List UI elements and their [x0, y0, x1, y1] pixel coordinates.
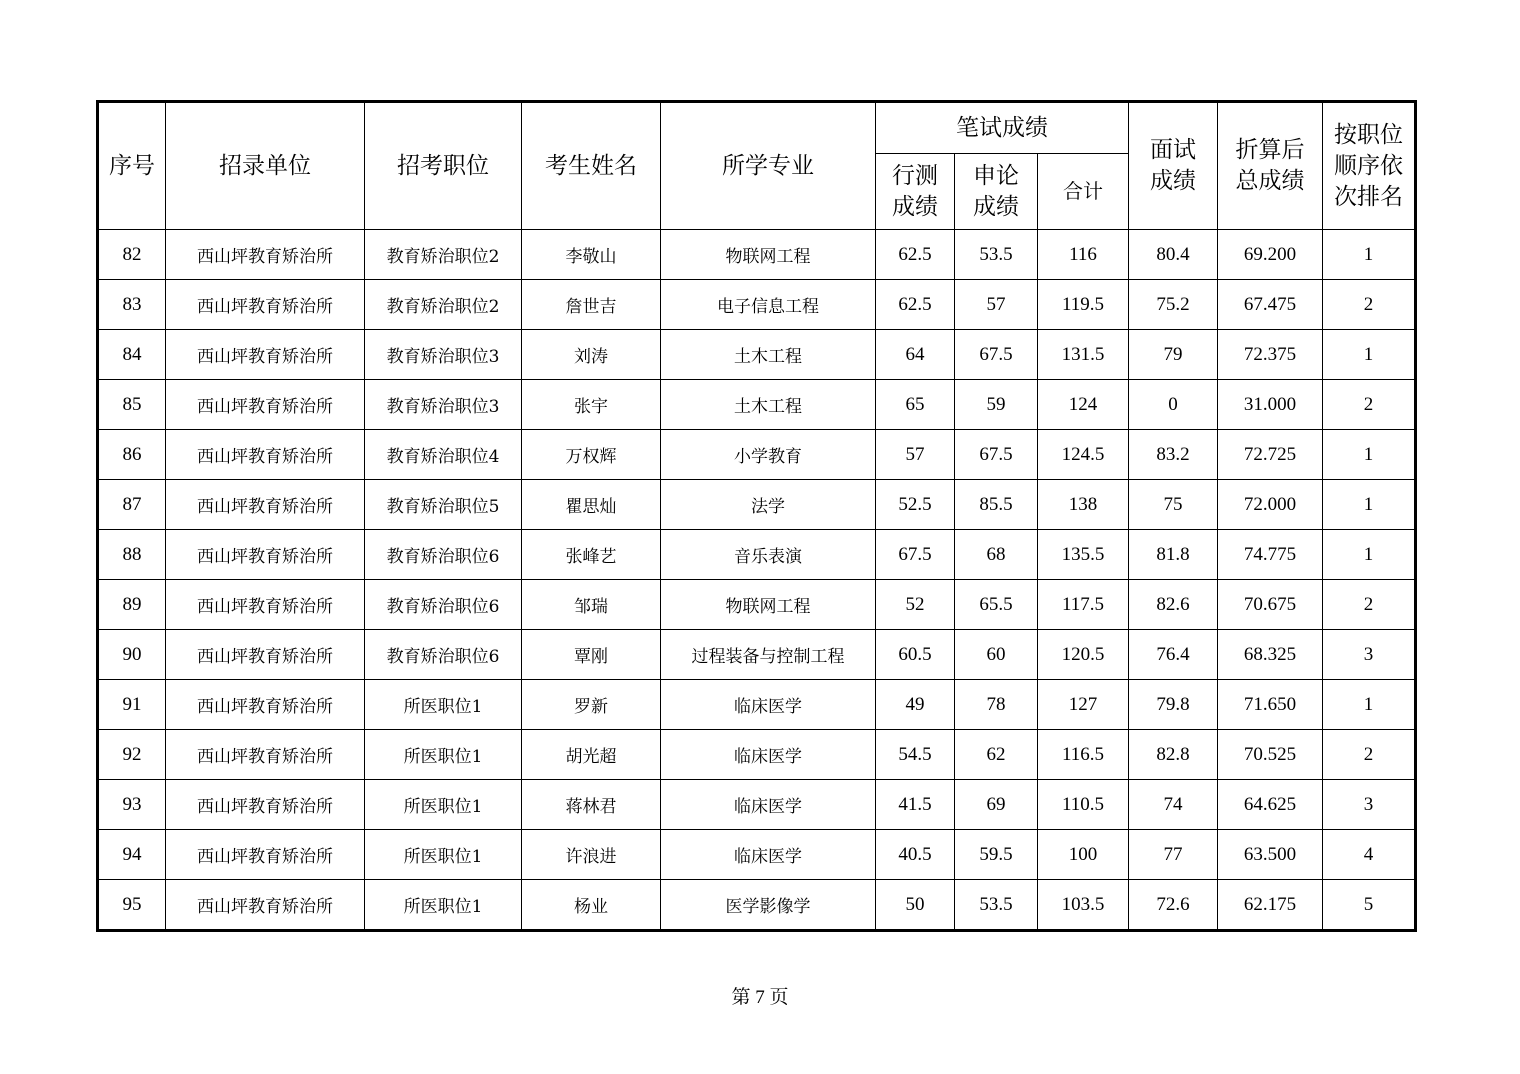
page-number: 7	[755, 987, 765, 1008]
cell-major: 医学影像学	[661, 880, 876, 931]
cell-xingce: 40.5	[876, 830, 955, 880]
cell-rank: 1	[1323, 680, 1416, 730]
cell-rank: 2	[1323, 280, 1416, 330]
cell-subtotal: 124.5	[1038, 430, 1129, 480]
cell-name: 刘涛	[522, 330, 661, 380]
cell-subtotal: 135.5	[1038, 530, 1129, 580]
cell-major: 法学	[661, 480, 876, 530]
cell-subtotal: 116	[1038, 230, 1129, 280]
cell-shenlun: 59.5	[955, 830, 1038, 880]
header-unit: 招录单位	[166, 102, 365, 230]
cell-name: 詹世吉	[522, 280, 661, 330]
cell-name: 邹瑞	[522, 580, 661, 630]
cell-subtotal: 116.5	[1038, 730, 1129, 780]
table-row	[98, 880, 1416, 931]
cell-unit: 西山坪教育矫治所	[166, 280, 365, 330]
cell-xingce: 62.5	[876, 230, 955, 280]
cell-rank: 2	[1323, 730, 1416, 780]
header-interview-line1: 面试	[1150, 137, 1196, 163]
cell-rank: 2	[1323, 580, 1416, 630]
cell-major: 音乐表演	[661, 530, 876, 580]
header-total	[1218, 102, 1323, 230]
cell-unit: 西山坪教育矫治所	[166, 480, 365, 530]
cell-major: 过程装备与控制工程	[661, 630, 876, 680]
cell-unit: 西山坪教育矫治所	[166, 230, 365, 280]
cell-xingce: 49	[876, 680, 955, 730]
cell-major: 临床医学	[661, 830, 876, 880]
header-rank-line1: 按职位	[1334, 121, 1403, 148]
cell-seq: 91	[98, 680, 166, 730]
cell-rank: 1	[1323, 480, 1416, 530]
table-row	[98, 280, 1416, 330]
header-xingce	[876, 154, 955, 230]
cell-interview: 82.6	[1129, 580, 1218, 630]
page-prefix: 第	[731, 987, 751, 1008]
cell-seq: 90	[98, 630, 166, 680]
table-row	[98, 530, 1416, 580]
cell-xingce: 65	[876, 380, 955, 430]
cell-xingce: 52.5	[876, 480, 955, 530]
cell-major: 电子信息工程	[661, 280, 876, 330]
cell-interview: 0	[1129, 380, 1218, 430]
cell-total: 70.525	[1218, 730, 1323, 780]
header-position: 招考职位	[365, 102, 522, 230]
cell-rank: 5	[1323, 880, 1416, 931]
cell-seq: 87	[98, 480, 166, 530]
header-rank	[1323, 102, 1416, 230]
table-row	[98, 730, 1416, 780]
cell-name: 罗新	[522, 680, 661, 730]
cell-shenlun: 67.5	[955, 330, 1038, 380]
cell-position: 所医职位1	[365, 730, 522, 780]
cell-xingce: 52	[876, 580, 955, 630]
cell-seq: 82	[98, 230, 166, 280]
cell-total: 69.200	[1218, 230, 1323, 280]
table-row	[98, 780, 1416, 830]
cell-subtotal: 117.5	[1038, 580, 1129, 630]
table-row	[98, 830, 1416, 880]
cell-seq: 86	[98, 430, 166, 480]
cell-interview: 82.8	[1129, 730, 1218, 780]
header-rank-line2: 顺序依	[1334, 152, 1403, 179]
cell-shenlun: 60	[955, 630, 1038, 680]
cell-unit: 西山坪教育矫治所	[166, 330, 365, 380]
cell-shenlun: 65.5	[955, 580, 1038, 630]
cell-interview: 75	[1129, 480, 1218, 530]
cell-rank: 1	[1323, 330, 1416, 380]
cell-major: 小学教育	[661, 430, 876, 480]
cell-subtotal: 119.5	[1038, 280, 1129, 330]
cell-interview: 80.4	[1129, 230, 1218, 280]
cell-name: 覃刚	[522, 630, 661, 680]
cell-position: 所医职位1	[365, 680, 522, 730]
cell-seq: 94	[98, 830, 166, 880]
cell-xingce: 50	[876, 880, 955, 931]
cell-interview: 77	[1129, 830, 1218, 880]
cell-unit: 西山坪教育矫治所	[166, 430, 365, 480]
cell-major: 临床医学	[661, 780, 876, 830]
cell-rank: 2	[1323, 380, 1416, 430]
cell-interview: 74	[1129, 780, 1218, 830]
header-written: 笔试成绩	[876, 102, 1129, 154]
cell-major: 土木工程	[661, 380, 876, 430]
cell-position: 教育矫治职位6	[365, 580, 522, 630]
cell-subtotal: 103.5	[1038, 880, 1129, 931]
cell-shenlun: 53.5	[955, 230, 1038, 280]
cell-subtotal: 100	[1038, 830, 1129, 880]
cell-major: 物联网工程	[661, 580, 876, 630]
cell-subtotal: 131.5	[1038, 330, 1129, 380]
cell-shenlun: 57	[955, 280, 1038, 330]
header-rank-line3: 次排名	[1334, 183, 1403, 210]
cell-seq: 88	[98, 530, 166, 580]
cell-position: 所医职位1	[365, 830, 522, 880]
cell-interview: 79	[1129, 330, 1218, 380]
cell-total: 70.675	[1218, 580, 1323, 630]
cell-major: 物联网工程	[661, 230, 876, 280]
cell-total: 72.375	[1218, 330, 1323, 380]
page-footer	[0, 982, 1520, 1009]
cell-total: 72.725	[1218, 430, 1323, 480]
table-header	[98, 102, 1416, 230]
cell-unit: 西山坪教育矫治所	[166, 730, 365, 780]
table-row	[98, 230, 1416, 280]
cell-unit: 西山坪教育矫治所	[166, 380, 365, 430]
cell-rank: 1	[1323, 230, 1416, 280]
cell-name: 许浪进	[522, 830, 661, 880]
cell-rank: 1	[1323, 530, 1416, 580]
header-xingce-line2: 成绩	[892, 193, 938, 220]
header-major: 所学专业	[661, 102, 876, 230]
cell-interview: 72.6	[1129, 880, 1218, 931]
cell-position: 教育矫治职位2	[365, 230, 522, 280]
cell-shenlun: 69	[955, 780, 1038, 830]
cell-major: 临床医学	[661, 730, 876, 780]
cell-seq: 84	[98, 330, 166, 380]
cell-unit: 西山坪教育矫治所	[166, 580, 365, 630]
cell-major: 临床医学	[661, 680, 876, 730]
cell-position: 教育矫治职位4	[365, 430, 522, 480]
cell-name: 万权辉	[522, 430, 661, 480]
cell-total: 67.475	[1218, 280, 1323, 330]
cell-interview: 81.8	[1129, 530, 1218, 580]
cell-seq: 93	[98, 780, 166, 830]
cell-xingce: 64	[876, 330, 955, 380]
cell-rank: 3	[1323, 630, 1416, 680]
cell-name: 张宇	[522, 380, 661, 430]
cell-unit: 西山坪教育矫治所	[166, 680, 365, 730]
cell-name: 胡光超	[522, 730, 661, 780]
cell-xingce: 62.5	[876, 280, 955, 330]
cell-total: 63.500	[1218, 830, 1323, 880]
cell-position: 所医职位1	[365, 880, 522, 931]
page-suffix: 页	[769, 987, 789, 1008]
cell-seq: 83	[98, 280, 166, 330]
cell-interview: 75.2	[1129, 280, 1218, 330]
cell-position: 教育矫治职位6	[365, 530, 522, 580]
header-subtotal: 合计	[1038, 154, 1129, 230]
cell-subtotal: 124	[1038, 380, 1129, 430]
cell-position: 教育矫治职位6	[365, 630, 522, 680]
cell-shenlun: 85.5	[955, 480, 1038, 530]
cell-rank: 3	[1323, 780, 1416, 830]
cell-total: 74.775	[1218, 530, 1323, 580]
header-xingce-line1: 行测	[892, 162, 938, 189]
cell-subtotal: 110.5	[1038, 780, 1129, 830]
cell-xingce: 54.5	[876, 730, 955, 780]
cell-position: 教育矫治职位5	[365, 480, 522, 530]
cell-total: 31.000	[1218, 380, 1323, 430]
header-shenlun-line2: 成绩	[973, 193, 1019, 220]
cell-shenlun: 59	[955, 380, 1038, 430]
cell-xingce: 67.5	[876, 530, 955, 580]
cell-position: 教育矫治职位3	[365, 380, 522, 430]
cell-interview: 79.8	[1129, 680, 1218, 730]
table-row	[98, 380, 1416, 430]
cell-interview: 76.4	[1129, 630, 1218, 680]
cell-position: 教育矫治职位3	[365, 330, 522, 380]
table-body	[98, 230, 1416, 931]
header-seq: 序号	[98, 102, 166, 230]
cell-rank: 4	[1323, 830, 1416, 880]
cell-name: 李敬山	[522, 230, 661, 280]
cell-name: 杨业	[522, 880, 661, 931]
cell-interview: 83.2	[1129, 430, 1218, 480]
cell-xingce: 57	[876, 430, 955, 480]
cell-total: 62.175	[1218, 880, 1323, 931]
cell-subtotal: 127	[1038, 680, 1129, 730]
cell-shenlun: 62	[955, 730, 1038, 780]
score-table	[96, 100, 1417, 932]
cell-shenlun: 78	[955, 680, 1038, 730]
cell-name: 瞿思灿	[522, 480, 661, 530]
cell-unit: 西山坪教育矫治所	[166, 780, 365, 830]
table-row	[98, 580, 1416, 630]
cell-seq: 95	[98, 880, 166, 931]
table-row	[98, 630, 1416, 680]
cell-major: 土木工程	[661, 330, 876, 380]
cell-name: 张峰艺	[522, 530, 661, 580]
cell-position: 教育矫治职位2	[365, 280, 522, 330]
table-row	[98, 480, 1416, 530]
cell-rank: 1	[1323, 430, 1416, 480]
header-interview-line2: 成绩	[1150, 168, 1196, 194]
cell-unit: 西山坪教育矫治所	[166, 530, 365, 580]
table-row	[98, 330, 1416, 380]
cell-shenlun: 53.5	[955, 880, 1038, 931]
cell-seq: 85	[98, 380, 166, 430]
header-shenlun	[955, 154, 1038, 230]
cell-xingce: 41.5	[876, 780, 955, 830]
cell-seq: 89	[98, 580, 166, 630]
cell-unit: 西山坪教育矫治所	[166, 830, 365, 880]
cell-shenlun: 68	[955, 530, 1038, 580]
cell-position: 所医职位1	[365, 780, 522, 830]
cell-xingce: 60.5	[876, 630, 955, 680]
header-total-line1: 折算后	[1235, 137, 1305, 163]
header-total-line2: 总成绩	[1235, 168, 1305, 194]
header-interview	[1129, 102, 1218, 230]
cell-total: 72.000	[1218, 480, 1323, 530]
cell-total: 71.650	[1218, 680, 1323, 730]
header-name: 考生姓名	[522, 102, 661, 230]
table-row	[98, 430, 1416, 480]
cell-unit: 西山坪教育矫治所	[166, 880, 365, 931]
cell-shenlun: 67.5	[955, 430, 1038, 480]
table-row	[98, 680, 1416, 730]
cell-subtotal: 120.5	[1038, 630, 1129, 680]
cell-total: 64.625	[1218, 780, 1323, 830]
cell-unit: 西山坪教育矫治所	[166, 630, 365, 680]
cell-name: 蒋林君	[522, 780, 661, 830]
cell-seq: 92	[98, 730, 166, 780]
header-shenlun-line1: 申论	[973, 162, 1019, 189]
cell-total: 68.325	[1218, 630, 1323, 680]
cell-subtotal: 138	[1038, 480, 1129, 530]
